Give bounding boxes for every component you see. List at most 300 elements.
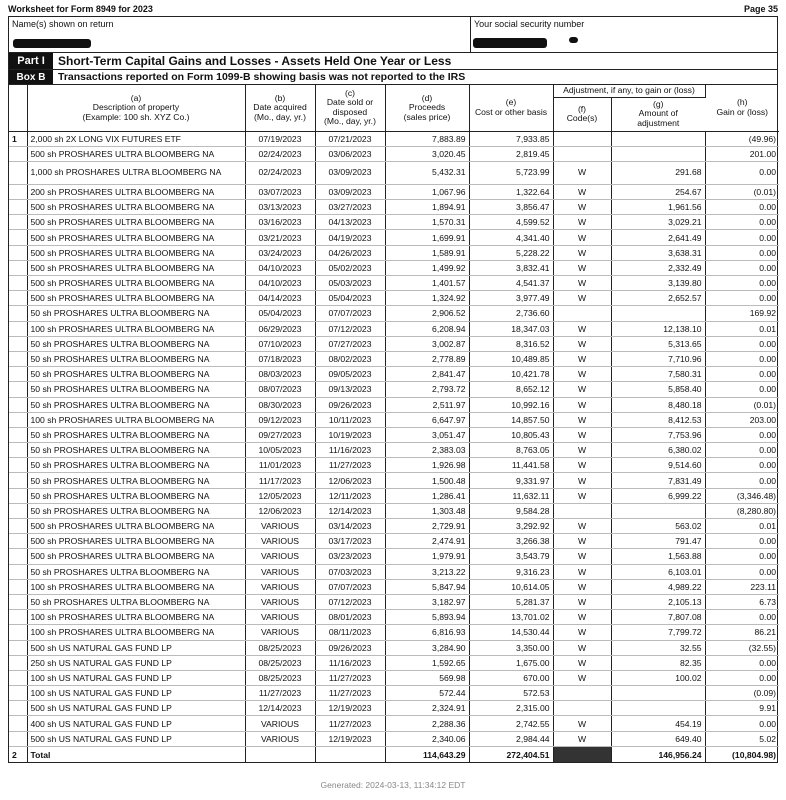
cell-code — [553, 306, 611, 321]
cell-description: 1,000 sh PROSHARES ULTRA BLOOMBERG NA — [27, 161, 245, 184]
table-row — [9, 473, 779, 488]
cell-cost-basis: 5,723.99 — [469, 161, 553, 184]
cell-cost-basis: 3,266.38 — [469, 534, 553, 549]
cell-adjustment-amount: 82.35 — [611, 655, 705, 670]
cell-cost-basis: 670.00 — [469, 670, 553, 685]
cell-line-number — [9, 260, 27, 275]
cell-date-sold: 11/27/2023 — [315, 716, 385, 731]
cell-description: 50 sh PROSHARES ULTRA BLOOMBERG NA — [27, 594, 245, 609]
name-field — [9, 17, 471, 52]
cell-code: W — [553, 594, 611, 609]
cell-adjustment-amount: 5,858.40 — [611, 382, 705, 397]
cell-description: 500 sh PROSHARES ULTRA BLOOMBERG NA — [27, 230, 245, 245]
cell-cost-basis: 11,632.11 — [469, 488, 553, 503]
cell-proceeds: 1,570.31 — [385, 215, 469, 230]
cell-date-acquired: 08/07/2023 — [245, 382, 315, 397]
cell-gain-loss: 223.11 — [705, 579, 779, 594]
cell-description: 500 sh US NATURAL GAS FUND LP — [27, 731, 245, 746]
cell-description: 50 sh PROSHARES ULTRA BLOOMBERG NA — [27, 473, 245, 488]
ssn-redaction — [473, 38, 547, 48]
cell-cost-basis: 10,992.16 — [469, 397, 553, 412]
cell-proceeds: 2,340.06 — [385, 731, 469, 746]
table-row — [9, 503, 779, 518]
cell-description: 50 sh PROSHARES ULTRA BLOOMBERG NA — [27, 351, 245, 366]
total-line-number: 2 — [9, 746, 27, 762]
cell-proceeds: 5,893.94 — [385, 610, 469, 625]
cell-proceeds: 3,051.47 — [385, 427, 469, 442]
cell-code: W — [553, 245, 611, 260]
total-row — [9, 746, 779, 762]
cell-proceeds: 6,647.97 — [385, 412, 469, 427]
cell-date-sold: 12/19/2023 — [315, 731, 385, 746]
cell-gain-loss: 0.01 — [705, 519, 779, 534]
cell-line-number — [9, 503, 27, 518]
cell-gain-loss: 0.00 — [705, 367, 779, 382]
cell-adjustment-amount: 6,999.22 — [611, 488, 705, 503]
cell-proceeds: 1,894.91 — [385, 200, 469, 215]
cell-date-sold: 04/26/2023 — [315, 245, 385, 260]
cell-description: 500 sh PROSHARES ULTRA BLOOMBERG NA — [27, 146, 245, 161]
cell-cost-basis: 4,599.52 — [469, 215, 553, 230]
cell-adjustment-amount — [611, 686, 705, 701]
cell-code: W — [553, 610, 611, 625]
cell-date-sold: 04/19/2023 — [315, 230, 385, 245]
cell-code: W — [553, 625, 611, 640]
cell-description: 500 sh PROSHARES ULTRA BLOOMBERG NA — [27, 200, 245, 215]
cell-code: W — [553, 655, 611, 670]
cell-line-number — [9, 412, 27, 427]
cell-code: W — [553, 458, 611, 473]
cell-date-sold: 11/16/2023 — [315, 443, 385, 458]
cell-date-sold: 03/09/2023 — [315, 184, 385, 199]
col-b-header: (b) Date acquired (Mo., day, yr.) — [245, 85, 315, 131]
cell-gain-loss: 169.92 — [705, 306, 779, 321]
col-e-header: (e) Cost or other basis — [469, 85, 553, 131]
cell-code: W — [553, 579, 611, 594]
table-row — [9, 397, 779, 412]
cell-proceeds: 2,324.91 — [385, 701, 469, 716]
part-tag: Part I — [9, 53, 53, 69]
cell-date-sold: 03/14/2023 — [315, 519, 385, 534]
cell-cost-basis: 2,742.55 — [469, 716, 553, 731]
cell-description: 50 sh PROSHARES ULTRA BLOOMBERG NA — [27, 397, 245, 412]
cell-code: W — [553, 412, 611, 427]
cell-line-number — [9, 519, 27, 534]
cell-date-acquired: 05/04/2023 — [245, 306, 315, 321]
cell-cost-basis: 9,316.23 — [469, 564, 553, 579]
table-row — [9, 655, 779, 670]
cell-date-sold: 04/13/2023 — [315, 215, 385, 230]
cell-line-number — [9, 670, 27, 685]
cell-date-sold: 08/11/2023 — [315, 625, 385, 640]
table-row — [9, 549, 779, 564]
cell-line-number — [9, 701, 27, 716]
cell-code: W — [553, 200, 611, 215]
cell-line-number — [9, 640, 27, 655]
cell-cost-basis: 14,530.44 — [469, 625, 553, 640]
taxpayer-info-row — [9, 17, 777, 53]
worksheet-title: Worksheet for Form 8949 for 2023 — [8, 4, 153, 14]
cell-cost-basis: 2,819.45 — [469, 146, 553, 161]
table-row — [9, 610, 779, 625]
cell-adjustment-amount: 4,989.22 — [611, 579, 705, 594]
cell-date-sold: 03/17/2023 — [315, 534, 385, 549]
cell-date-acquired: VARIOUS — [245, 731, 315, 746]
table-row — [9, 534, 779, 549]
table-row — [9, 564, 779, 579]
cell-cost-basis: 9,331.97 — [469, 473, 553, 488]
cell-adjustment-amount: 291.68 — [611, 161, 705, 184]
cell-code — [553, 701, 611, 716]
cell-adjustment-amount: 12,138.10 — [611, 321, 705, 336]
cell-code: W — [553, 276, 611, 291]
total-empty-c — [315, 746, 385, 762]
cell-code: W — [553, 534, 611, 549]
cell-date-sold: 11/16/2023 — [315, 655, 385, 670]
cell-description: 50 sh PROSHARES ULTRA BLOOMBERG NA — [27, 336, 245, 351]
cell-date-sold: 05/02/2023 — [315, 260, 385, 275]
table-row — [9, 351, 779, 366]
cell-adjustment-amount — [611, 503, 705, 518]
cell-description: 2,000 sh 2X LONG VIX FUTURES ETF — [27, 131, 245, 146]
cell-adjustment-amount — [611, 131, 705, 146]
cell-adjustment-amount: 7,807.08 — [611, 610, 705, 625]
cell-code: W — [553, 564, 611, 579]
col-a-header: (a) Description of property (Example: 100 sh. XYZ Co.) — [27, 85, 245, 131]
cell-gain-loss: 0.00 — [705, 351, 779, 366]
col-f-header: (f) Code(s) — [553, 97, 611, 131]
cell-cost-basis: 572.53 — [469, 686, 553, 701]
table-row — [9, 701, 779, 716]
cell-gain-loss: 0.00 — [705, 336, 779, 351]
cell-code: W — [553, 670, 611, 685]
table-row — [9, 716, 779, 731]
cell-line-number — [9, 161, 27, 184]
cell-proceeds: 2,383.03 — [385, 443, 469, 458]
cell-cost-basis: 11,441.58 — [469, 458, 553, 473]
cell-description: 100 sh PROSHARES ULTRA BLOOMBERG NA — [27, 579, 245, 594]
cell-date-acquired: VARIOUS — [245, 625, 315, 640]
table-row — [9, 215, 779, 230]
cell-cost-basis: 3,543.79 — [469, 549, 553, 564]
cell-description: 100 sh PROSHARES ULTRA BLOOMBERG NA — [27, 412, 245, 427]
cell-line-number — [9, 351, 27, 366]
cell-date-sold: 03/27/2023 — [315, 200, 385, 215]
cell-date-sold: 05/04/2023 — [315, 291, 385, 306]
table-row — [9, 731, 779, 746]
cell-cost-basis: 7,933.85 — [469, 131, 553, 146]
cell-date-sold: 12/06/2023 — [315, 473, 385, 488]
cell-description: 50 sh PROSHARES ULTRA BLOOMBERG NA — [27, 367, 245, 382]
ssn-label: Your social security number — [474, 19, 585, 29]
cell-description: 200 sh PROSHARES ULTRA BLOOMBERG NA — [27, 184, 245, 199]
cell-code: W — [553, 230, 611, 245]
total-label: Total — [27, 746, 245, 762]
cell-line-number — [9, 184, 27, 199]
cell-date-acquired: 11/17/2023 — [245, 473, 315, 488]
cell-proceeds: 2,511.97 — [385, 397, 469, 412]
cell-proceeds: 5,847.94 — [385, 579, 469, 594]
cell-date-sold: 12/14/2023 — [315, 503, 385, 518]
cell-proceeds: 569.98 — [385, 670, 469, 685]
cell-description: 50 sh PROSHARES ULTRA BLOOMBERG NA — [27, 427, 245, 442]
cell-date-acquired: VARIOUS — [245, 716, 315, 731]
cell-line-number — [9, 686, 27, 701]
cell-date-acquired: 11/01/2023 — [245, 458, 315, 473]
cell-cost-basis: 4,541.37 — [469, 276, 553, 291]
cell-description: 100 sh PROSHARES ULTRA BLOOMBERG NA — [27, 610, 245, 625]
col-g-header: (g) Amount of adjustment — [611, 97, 705, 131]
cell-date-acquired: 03/13/2023 — [245, 200, 315, 215]
cell-cost-basis: 3,977.49 — [469, 291, 553, 306]
cell-date-sold: 09/26/2023 — [315, 640, 385, 655]
cell-code: W — [553, 640, 611, 655]
name-redaction — [13, 39, 91, 48]
cell-gain-loss: 0.00 — [705, 473, 779, 488]
cell-adjustment-amount: 1,961.56 — [611, 200, 705, 215]
box-title: Transactions reported on Form 1099-B showing basis was not reported to the IRS — [58, 71, 466, 83]
cell-date-sold: 07/12/2023 — [315, 321, 385, 336]
cell-description: 500 sh PROSHARES ULTRA BLOOMBERG NA — [27, 245, 245, 260]
table-row — [9, 686, 779, 701]
cell-date-acquired: 03/07/2023 — [245, 184, 315, 199]
cell-description: 500 sh PROSHARES ULTRA BLOOMBERG NA — [27, 260, 245, 275]
cell-code: W — [553, 519, 611, 534]
table-row — [9, 146, 779, 161]
cell-code: W — [553, 321, 611, 336]
part-heading — [9, 53, 777, 70]
cell-proceeds: 3,284.90 — [385, 640, 469, 655]
cell-proceeds: 2,474.91 — [385, 534, 469, 549]
cell-date-sold: 08/01/2023 — [315, 610, 385, 625]
cell-description: 100 sh US NATURAL GAS FUND LP — [27, 686, 245, 701]
ssn-redaction-mark — [569, 37, 578, 43]
cell-code — [553, 686, 611, 701]
box-heading — [9, 70, 777, 85]
cell-line-number — [9, 594, 27, 609]
cell-date-sold: 11/27/2023 — [315, 458, 385, 473]
table-row — [9, 579, 779, 594]
page-number: Page 35 — [743, 4, 778, 14]
cell-line-number — [9, 276, 27, 291]
cell-date-sold: 11/27/2023 — [315, 686, 385, 701]
cell-cost-basis: 13,701.02 — [469, 610, 553, 625]
cell-proceeds: 1,500.48 — [385, 473, 469, 488]
cell-gain-loss: 0.00 — [705, 655, 779, 670]
cell-date-sold: 03/23/2023 — [315, 549, 385, 564]
cell-description: 100 sh PROSHARES ULTRA BLOOMBERG NA — [27, 625, 245, 640]
cell-line-number — [9, 367, 27, 382]
cell-line-number — [9, 534, 27, 549]
cell-description: 500 sh PROSHARES ULTRA BLOOMBERG NA — [27, 276, 245, 291]
cell-description: 100 sh PROSHARES ULTRA BLOOMBERG NA — [27, 321, 245, 336]
cell-gain-loss: 0.00 — [705, 443, 779, 458]
cell-date-sold: 03/06/2023 — [315, 146, 385, 161]
cell-date-sold: 12/19/2023 — [315, 701, 385, 716]
cell-proceeds: 1,401.57 — [385, 276, 469, 291]
cell-code: W — [553, 260, 611, 275]
cell-date-sold: 09/13/2023 — [315, 382, 385, 397]
cell-date-acquired: VARIOUS — [245, 579, 315, 594]
cell-gain-loss: 0.01 — [705, 321, 779, 336]
cell-adjustment-amount: 2,652.57 — [611, 291, 705, 306]
cell-gain-loss: 0.00 — [705, 161, 779, 184]
cell-line-number — [9, 488, 27, 503]
cell-description: 500 sh US NATURAL GAS FUND LP — [27, 701, 245, 716]
cell-line-number — [9, 625, 27, 640]
cell-date-acquired: 08/25/2023 — [245, 670, 315, 685]
table-row — [9, 245, 779, 260]
cell-cost-basis: 5,228.22 — [469, 245, 553, 260]
cell-date-acquired: 08/03/2023 — [245, 367, 315, 382]
cell-date-acquired: 08/30/2023 — [245, 397, 315, 412]
cell-adjustment-amount: 649.40 — [611, 731, 705, 746]
cell-gain-loss: 0.00 — [705, 564, 779, 579]
cell-description: 500 sh PROSHARES ULTRA BLOOMBERG NA — [27, 549, 245, 564]
cell-code: W — [553, 382, 611, 397]
cell-proceeds: 3,002.87 — [385, 336, 469, 351]
cell-gain-loss: 0.00 — [705, 245, 779, 260]
cell-cost-basis: 2,984.44 — [469, 731, 553, 746]
table-row — [9, 161, 779, 184]
cell-line-number — [9, 564, 27, 579]
table-row — [9, 200, 779, 215]
cell-proceeds: 5,432.31 — [385, 161, 469, 184]
table-row — [9, 184, 779, 199]
cell-line-number — [9, 427, 27, 442]
cell-code: W — [553, 549, 611, 564]
col-c-header: (c) Date sold or disposed (Mo., day, yr.) — [315, 85, 385, 131]
cell-gain-loss: (49.96) — [705, 131, 779, 146]
cell-date-acquired: VARIOUS — [245, 594, 315, 609]
table-row — [9, 594, 779, 609]
cell-line-number — [9, 549, 27, 564]
cell-gain-loss: 0.00 — [705, 200, 779, 215]
cell-code: W — [553, 184, 611, 199]
cell-gain-loss: 0.00 — [705, 549, 779, 564]
cell-proceeds: 1,592.65 — [385, 655, 469, 670]
generated-timestamp: Generated: 2024-03-13, 11:34:12 EDT — [320, 780, 466, 790]
cell-gain-loss: 0.00 — [705, 534, 779, 549]
table-row — [9, 382, 779, 397]
cell-cost-basis: 3,350.00 — [469, 640, 553, 655]
cell-cost-basis: 2,315.00 — [469, 701, 553, 716]
cell-cost-basis: 2,736.60 — [469, 306, 553, 321]
transactions-table — [9, 85, 779, 762]
adjustment-group-header: Adjustment, if any, to gain or (loss) — [553, 85, 705, 97]
cell-adjustment-amount: 2,332.49 — [611, 260, 705, 275]
cell-code: W — [553, 427, 611, 442]
cell-date-sold: 09/05/2023 — [315, 367, 385, 382]
cell-adjustment-amount: 3,029.21 — [611, 215, 705, 230]
cell-line-number — [9, 610, 27, 625]
cell-description: 50 sh PROSHARES ULTRA BLOOMBERG NA — [27, 503, 245, 518]
cell-line-number — [9, 321, 27, 336]
cell-date-acquired: 09/12/2023 — [245, 412, 315, 427]
cell-gain-loss: (0.01) — [705, 184, 779, 199]
table-row — [9, 458, 779, 473]
cell-date-sold: 07/27/2023 — [315, 336, 385, 351]
box-tag: Box B — [9, 70, 53, 84]
table-row — [9, 670, 779, 685]
cell-date-acquired: 04/10/2023 — [245, 260, 315, 275]
cell-proceeds: 2,729.91 — [385, 519, 469, 534]
cell-adjustment-amount: 791.47 — [611, 534, 705, 549]
cell-gain-loss: 0.00 — [705, 230, 779, 245]
cell-proceeds: 1,324.92 — [385, 291, 469, 306]
cell-adjustment-amount: 2,641.49 — [611, 230, 705, 245]
table-row — [9, 230, 779, 245]
table-row — [9, 427, 779, 442]
cell-line-number — [9, 579, 27, 594]
cell-adjustment-amount: 7,831.49 — [611, 473, 705, 488]
cell-code: W — [553, 731, 611, 746]
cell-adjustment-amount — [611, 701, 705, 716]
cell-description: 500 sh US NATURAL GAS FUND LP — [27, 640, 245, 655]
cell-gain-loss: 0.00 — [705, 260, 779, 275]
cell-gain-loss: (0.09) — [705, 686, 779, 701]
cell-line-number — [9, 245, 27, 260]
total-code-shaded — [553, 746, 611, 762]
cell-code — [553, 503, 611, 518]
cell-line-number — [9, 215, 27, 230]
total-cost: 272,404.51 — [469, 746, 553, 762]
cell-proceeds: 1,286.41 — [385, 488, 469, 503]
cell-date-acquired: 11/27/2023 — [245, 686, 315, 701]
cell-proceeds: 7,883.89 — [385, 131, 469, 146]
cell-gain-loss: 86.21 — [705, 625, 779, 640]
cell-proceeds: 1,067.96 — [385, 184, 469, 199]
cell-description: 500 sh PROSHARES ULTRA BLOOMBERG NA — [27, 519, 245, 534]
cell-adjustment-amount: 2,105.13 — [611, 594, 705, 609]
cell-code — [553, 146, 611, 161]
cell-date-sold: 07/07/2023 — [315, 306, 385, 321]
cell-adjustment-amount: 9,514.60 — [611, 458, 705, 473]
col-d-header: (d) Proceeds (sales price) — [385, 85, 469, 131]
cell-description: 500 sh PROSHARES ULTRA BLOOMBERG NA — [27, 291, 245, 306]
cell-date-acquired: 02/24/2023 — [245, 146, 315, 161]
cell-gain-loss: 5.02 — [705, 731, 779, 746]
table-row — [9, 306, 779, 321]
cell-cost-basis: 4,341.40 — [469, 230, 553, 245]
cell-date-sold: 11/27/2023 — [315, 670, 385, 685]
cell-proceeds: 1,699.91 — [385, 230, 469, 245]
cell-gain-loss: 0.00 — [705, 291, 779, 306]
table-row — [9, 412, 779, 427]
table-row — [9, 519, 779, 534]
table-row — [9, 131, 779, 146]
table-row — [9, 291, 779, 306]
cell-proceeds: 6,208.94 — [385, 321, 469, 336]
cell-date-acquired: 07/18/2023 — [245, 351, 315, 366]
cell-proceeds: 6,816.93 — [385, 625, 469, 640]
cell-cost-basis: 5,281.37 — [469, 594, 553, 609]
table-total — [9, 746, 779, 762]
cell-line-number — [9, 306, 27, 321]
cell-date-sold: 10/11/2023 — [315, 412, 385, 427]
cell-description: 100 sh US NATURAL GAS FUND LP — [27, 670, 245, 685]
table-row — [9, 276, 779, 291]
cell-code: W — [553, 351, 611, 366]
cell-description: 50 sh PROSHARES ULTRA BLOOMBERG NA — [27, 488, 245, 503]
cell-date-sold: 10/19/2023 — [315, 427, 385, 442]
cell-date-acquired: 02/24/2023 — [245, 161, 315, 184]
cell-cost-basis: 3,832.41 — [469, 260, 553, 275]
cell-code: W — [553, 367, 611, 382]
cell-cost-basis: 10,489.85 — [469, 351, 553, 366]
cell-gain-loss: (32.55) — [705, 640, 779, 655]
cell-date-sold: 03/09/2023 — [315, 161, 385, 184]
